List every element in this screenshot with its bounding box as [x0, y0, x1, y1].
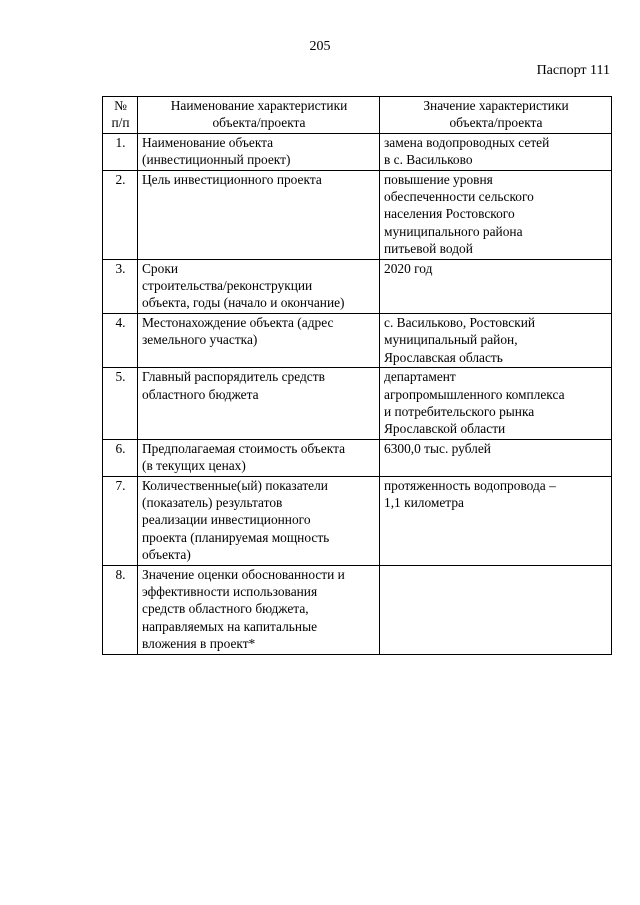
row-number: 1.	[103, 133, 138, 170]
passport-table	[102, 96, 612, 655]
row-number: 5.	[103, 368, 138, 440]
table-row	[103, 565, 612, 654]
row-characteristic: Цель инвестиционного проекта	[138, 170, 380, 259]
table-row	[103, 476, 612, 565]
row-value: с. Васильково, Ростовский муниципальный район, Ярославская область	[380, 313, 612, 367]
row-characteristic: Местонахождение объекта (адрес земельного участка)	[138, 313, 380, 367]
row-value: замена водопроводных сетей в с. Васильково	[380, 133, 612, 170]
row-characteristic: Значение оценки обоснованности и эффективности использования средств областного бюджета, направляемых на капитальные вложения в проект*	[138, 565, 380, 654]
row-value: 6300,0 тыс. рублей	[380, 439, 612, 476]
row-number: 6.	[103, 439, 138, 476]
table-row	[103, 259, 612, 313]
row-characteristic: Наименование объекта (инвестиционный проект)	[138, 133, 380, 170]
row-characteristic: Главный распорядитель средств областного бюджета	[138, 368, 380, 440]
column-header-name: Наименование характеристики объекта/проекта	[138, 97, 380, 134]
table-row	[103, 313, 612, 367]
row-number: 3.	[103, 259, 138, 313]
row-characteristic: Предполагаемая стоимость объекта (в текущих ценах)	[138, 439, 380, 476]
table-row	[103, 170, 612, 259]
row-characteristic: Количественные(ый) показатели (показатель) результатов реализации инвестиционного проекта (планируемая мощность объекта)	[138, 476, 380, 565]
row-value	[380, 565, 612, 654]
row-value: повышение уровня обеспеченности сельского населения Ростовского муниципального района питьевой водой	[380, 170, 612, 259]
row-number: 4.	[103, 313, 138, 367]
row-number: 8.	[103, 565, 138, 654]
column-header-number: № п/п	[103, 97, 138, 134]
row-value: департамент агропромышленного комплекса и потребительского рынка Ярославской области	[380, 368, 612, 440]
row-number: 7.	[103, 476, 138, 565]
row-value: 2020 год	[380, 259, 612, 313]
passport-label: Паспорт 111	[536, 63, 610, 78]
table-header-row	[103, 97, 612, 134]
row-characteristic: Сроки строительства/реконструкции объекта, годы (начало и окончание)	[138, 259, 380, 313]
table-row	[103, 368, 612, 440]
page-number: 205	[309, 39, 331, 54]
row-number: 2.	[103, 170, 138, 259]
row-value: протяженность водопровода – 1,1 километра	[380, 476, 612, 565]
column-header-value: Значение характеристики объекта/проекта	[380, 97, 612, 134]
table-row	[103, 439, 612, 476]
table-row	[103, 133, 612, 170]
